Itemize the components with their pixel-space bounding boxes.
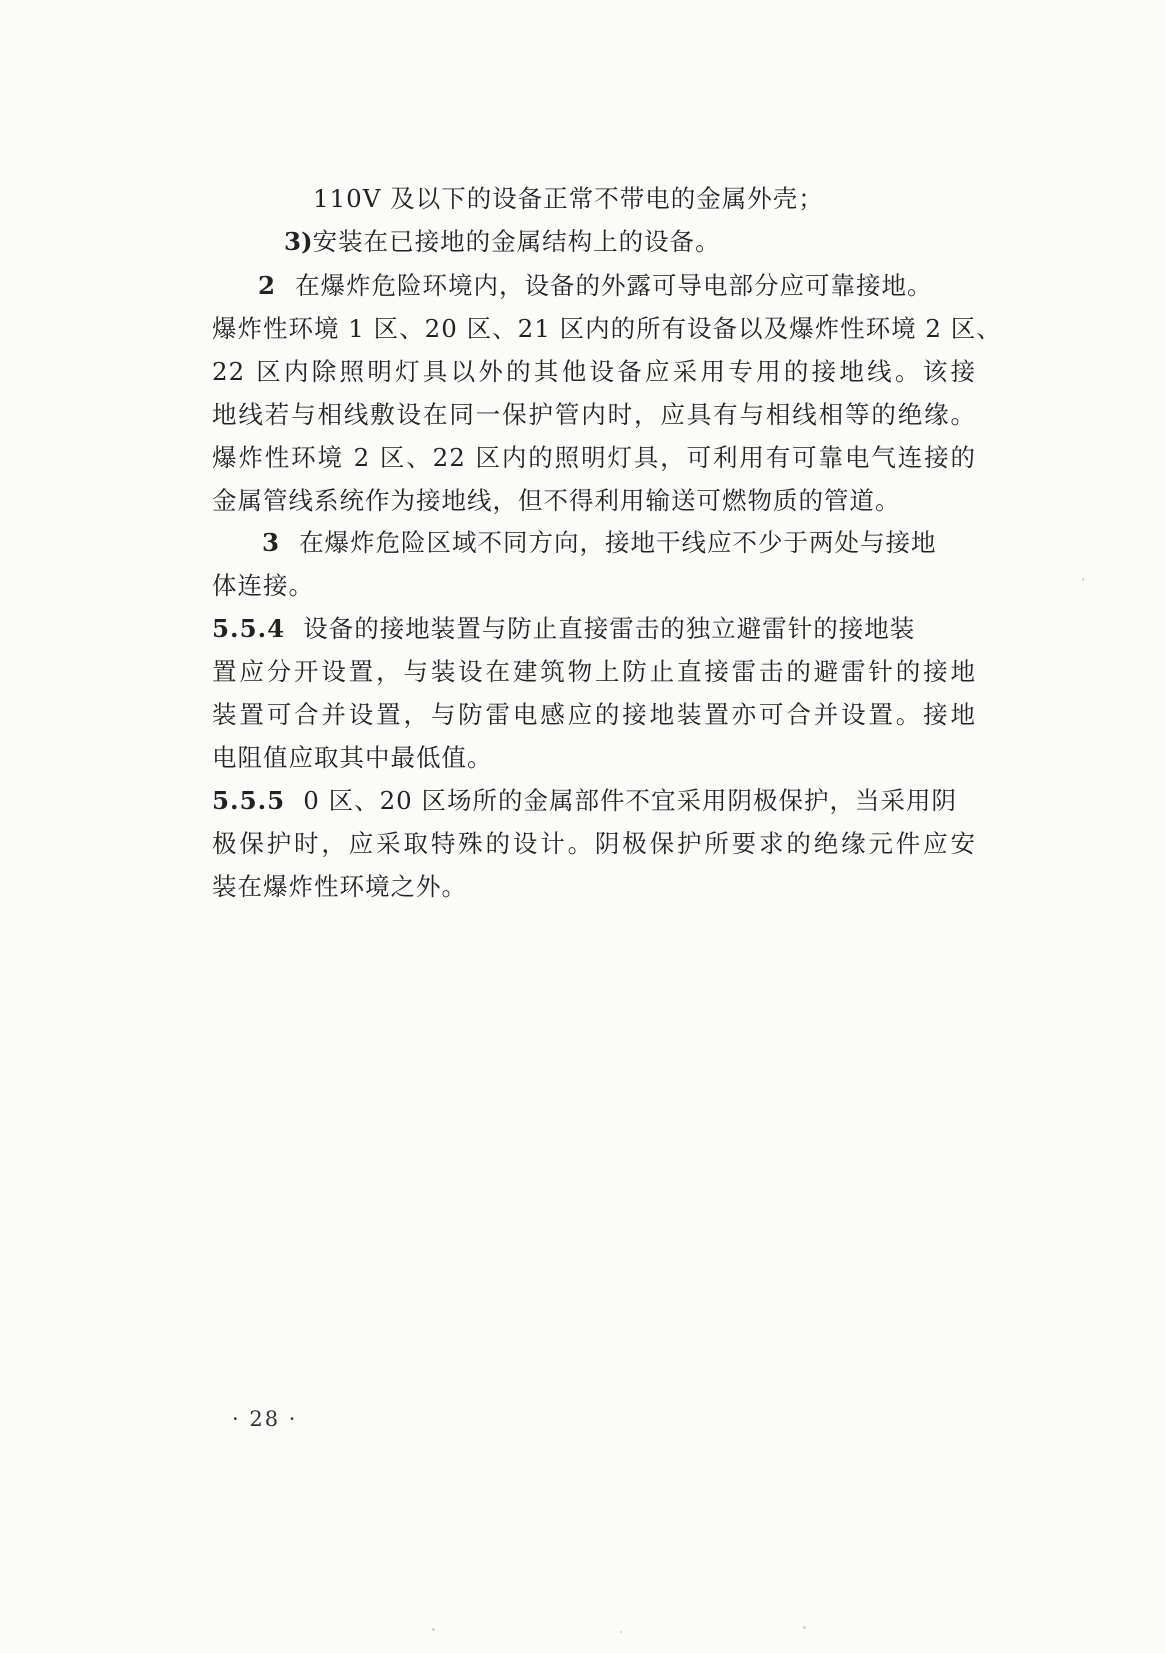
line-text: 装在爆炸性环境之外。 bbox=[212, 872, 467, 901]
scan-speck bbox=[803, 1626, 806, 1629]
line-text: 极保护时，应采取特殊的设计。阴极保护所要求的绝缘元件应安 bbox=[212, 829, 976, 858]
list-item-number: 3) bbox=[284, 227, 313, 256]
clause-number: 5.5.4 bbox=[212, 614, 286, 643]
line-text: 体连接。 bbox=[212, 571, 314, 600]
item-number: 2 bbox=[258, 271, 276, 300]
text-line-7 bbox=[212, 441, 976, 475]
scan-speck bbox=[620, 1631, 622, 1633]
text-line-1 bbox=[313, 182, 1077, 216]
line-text: 0 区、20 区场所的金属部件不宜采用阴极保护，当采用阴 bbox=[303, 786, 958, 815]
item-number: 3 bbox=[262, 528, 280, 557]
text-line-16 bbox=[212, 827, 976, 861]
text-line-17 bbox=[212, 870, 976, 904]
text-line-13 bbox=[212, 698, 976, 732]
line-text: 爆炸性环境 1 区、20 区、21 区内的所有设备以及爆炸性环境 2 区、 bbox=[212, 314, 1002, 343]
item-3-first-line bbox=[262, 526, 976, 560]
line-text: 22 区内除照明灯具以外的其他设备应采用专用的接地线。该接 bbox=[212, 357, 976, 386]
clause-number: 5.5.5 bbox=[212, 786, 286, 815]
list-item-text: 安装在已接地的金属结构上的设备。 bbox=[312, 227, 721, 256]
list-item-3 bbox=[284, 225, 1048, 259]
item-2-first-line bbox=[258, 269, 976, 303]
text-line-14 bbox=[212, 741, 976, 775]
clause-5-5-4 bbox=[212, 612, 976, 646]
text-line-5 bbox=[212, 355, 976, 389]
scan-speck bbox=[432, 1628, 435, 1631]
line-text: 在爆炸危险区域不同方向，接地干线应不少于两处与接地 bbox=[299, 528, 937, 557]
line-text: 爆炸性环境 2 区、22 区内的照明灯具，可利用有可靠电气连接的 bbox=[212, 443, 976, 472]
line-text: 地线若与相线敷设在同一保护管内时，应具有与相线相等的绝缘。 bbox=[212, 400, 976, 429]
line-text: 置应分开设置，与装设在建筑物上防止直接雷击的避雷针的接地 bbox=[212, 657, 976, 686]
scan-speck bbox=[1082, 578, 1084, 581]
text-line-4 bbox=[212, 312, 1002, 346]
line-text: 装置可合并设置，与防雷电感应的接地装置亦可合并设置。接地 bbox=[212, 700, 976, 729]
page-number: · 28 · bbox=[232, 1407, 298, 1431]
line-text: 110V 及以下的设备正常不带电的金属外壳； bbox=[313, 184, 824, 213]
clause-5-5-5 bbox=[212, 784, 976, 818]
line-text: 金属管线系统作为接地线，但不得利用输送可燃物质的管道。 bbox=[212, 486, 901, 515]
text-line-12 bbox=[212, 655, 976, 689]
line-text: 在爆炸危险环境内，设备的外露可导电部分应可靠接地。 bbox=[295, 271, 933, 300]
text-line-6 bbox=[212, 398, 976, 432]
text-line-10 bbox=[212, 569, 976, 603]
line-text: 电阻值应取其中最低值。 bbox=[212, 743, 493, 772]
text-line-8 bbox=[212, 484, 976, 518]
line-text: 设备的接地装置与防止直接雷击的独立避雷针的接地装 bbox=[303, 614, 916, 643]
